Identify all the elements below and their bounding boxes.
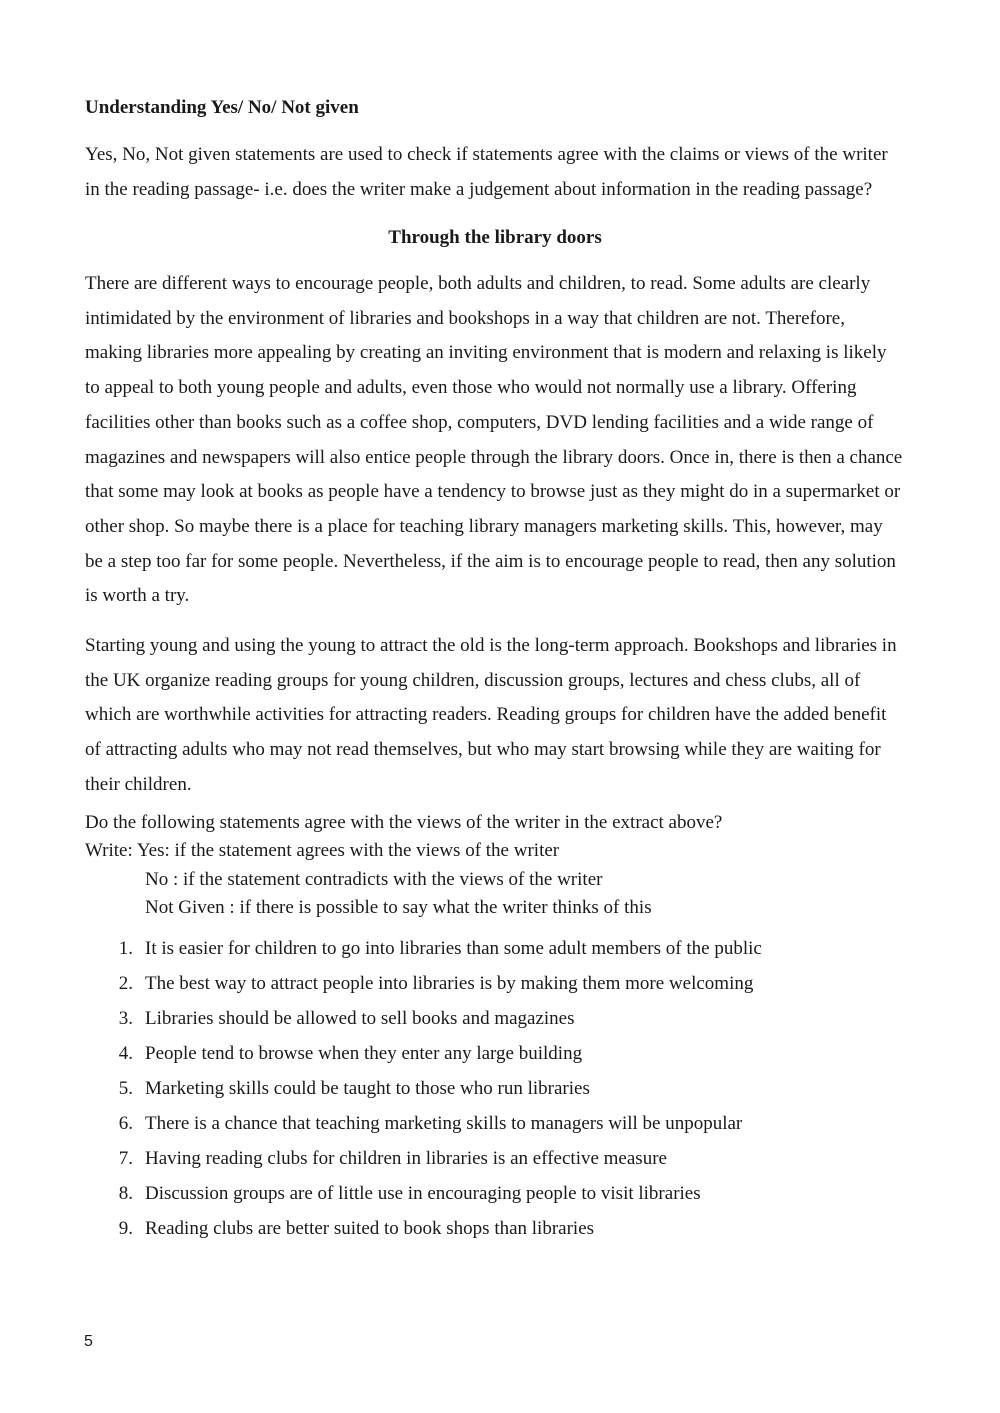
statement-number: 8. bbox=[118, 1182, 133, 1204]
statement-text: Discussion groups are of little use in encouraging people to visit libraries bbox=[145, 1182, 701, 1204]
statement-number: 6. bbox=[118, 1112, 133, 1134]
statement-text: The best way to attract people into libraries is by making them more welcoming bbox=[145, 972, 754, 994]
statement-text: Reading clubs are better suited to book shops than libraries bbox=[145, 1217, 595, 1239]
instructions-no: No : if the statement contradicts with the views of the writer bbox=[145, 868, 603, 890]
statement-item bbox=[85, 1036, 905, 1071]
statement-item bbox=[85, 1106, 905, 1141]
page-number: 5 bbox=[84, 1333, 93, 1350]
statement-item bbox=[85, 1001, 905, 1036]
statement-item bbox=[85, 1211, 905, 1246]
statement-text: It is easier for children to go into libraries than some adult members of the public bbox=[145, 937, 762, 959]
statement-text: There is a chance that teaching marketing skills to managers will be unpopular bbox=[145, 1112, 743, 1134]
instructions-question: Do the following statements agree with the views of the writer in the extract above? bbox=[85, 811, 723, 833]
statement-number: 7. bbox=[118, 1147, 133, 1169]
statement-number: 9. bbox=[118, 1217, 133, 1239]
statement-number: 1. bbox=[118, 937, 133, 959]
section-heading: Understanding Yes/ No/ Not given bbox=[85, 97, 359, 118]
passage-title: Through the library doors bbox=[388, 227, 602, 248]
instructions-not-given: Not Given : if there is possible to say what the writer thinks of this bbox=[145, 897, 652, 919]
statement-list bbox=[85, 931, 905, 1246]
statement-item bbox=[85, 1141, 905, 1176]
instructions bbox=[85, 809, 905, 923]
statement-text: People tend to browse when they enter any large building bbox=[145, 1042, 583, 1064]
statement-number: 4. bbox=[118, 1042, 133, 1064]
statement-text: Libraries should be allowed to sell books and magazines bbox=[145, 1007, 575, 1029]
statement-item bbox=[85, 1071, 905, 1106]
statement-item bbox=[85, 966, 905, 1001]
document-page bbox=[85, 94, 905, 1246]
statement-number: 2. bbox=[118, 972, 133, 994]
intro-text: Yes, No, Not given statements are used to check if statements agree with the claims or views of the writer in the reading passage- i.e. does the writer make a judgement about information in the reading passage? bbox=[85, 144, 888, 200]
statement-text: Marketing skills could be taught to those who run libraries bbox=[145, 1077, 590, 1099]
statement-item bbox=[85, 1176, 905, 1211]
passage-paragraph-1: There are different ways to encourage people, both adults and children, to read. Some adults are clearly intimidated by the environment of libraries and bookshops in a way that children are not. Therefore, making libraries more appealing by creating an inviting environment that is modern and relaxing is likely to appeal to both young people and adults, even those who would not normally use a library. Offering facilities other than books such as a coffee shop, computers, DVD lending facilities and a wide range of magazines and newspapers will also entice people through the library doors. Once in, there is then a chance that some may look at books as people have a tendency to browse just as they might do in a supermarket or other shop. So maybe there is a place for teaching library managers marketing skills. This, however, may be a step too far for some people. Nevertheless, if the aim is to encourage people to read, then any solution is worth a try. bbox=[85, 273, 903, 607]
statement-text: Having reading clubs for children in libraries is an effective measure bbox=[145, 1147, 667, 1169]
statement-number: 3. bbox=[118, 1007, 133, 1029]
statement-number: 5. bbox=[118, 1077, 133, 1099]
passage-paragraph-2: Starting young and using the young to attract the old is the long-term approach. Bookshops and libraries in the UK organize reading groups for young children, discussion groups, lectures and chess clubs, all of which are worthwhile activities for attracting readers. Reading groups for children have the added benefit of attracting adults who may not read themselves, but who may start browsing while they are waiting for their children. bbox=[85, 635, 897, 795]
instructions-yes: Write: Yes: if the statement agrees with the views of the writer bbox=[85, 840, 560, 862]
statement-item bbox=[85, 931, 905, 966]
